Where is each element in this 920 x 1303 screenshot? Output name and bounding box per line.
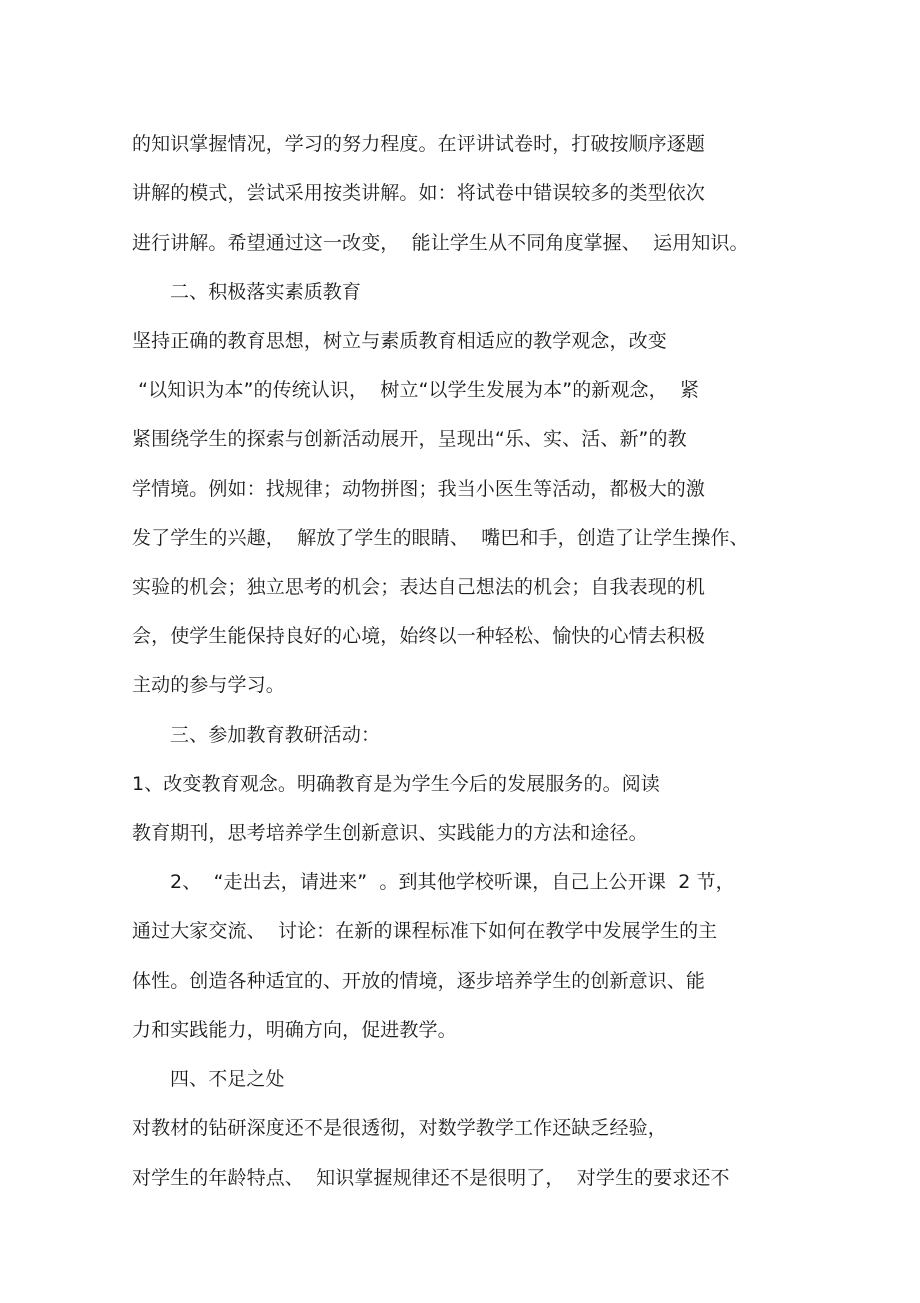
paragraph-line: 教育期刊，思考培养学生创新意识、实践能力的方法和途径。 — [132, 822, 648, 844]
section-heading: 二、积极落实素质教育 — [170, 281, 362, 303]
paragraph-line: 会，使学生能保持良好的心境，始终以一种轻松、愉快的心情去积极 — [132, 625, 706, 647]
paragraph-line: 发了学生的兴趣， 解放了学生的眼睛、 嘴巴和手，创造了让学生操作、 — [132, 527, 749, 549]
paragraph-line: 讲解的模式，尝试采用按类讲解。如：将试卷中错误较多的类型依次 — [132, 182, 706, 204]
paragraph-line: 对教材的钻研深度还不是很透彻，对数学教学工作还缺乏经验， — [132, 1117, 667, 1139]
paragraph-line: 主动的参与学习。 — [132, 674, 285, 696]
paragraph-line: 体性。创造各种适宜的、开放的情境，逐步培养学生的创新意识、能 — [132, 970, 706, 992]
paragraph-line: 通过大家交流、 讨论：在新的课程标准下如何在教学中发展学生的主 — [132, 920, 718, 942]
paragraph-line: 对学生的年龄特点、 知识掌握规律还不是很明了， 对学生的要求还不 — [132, 1167, 730, 1189]
paragraph-line: 2、 “走出去，请进来” 。到其他学校听课，自己上公开课 2 节， — [170, 871, 735, 893]
paragraph-line: 学情境。例如：找规律；动物拼图；我当小医生等活动，都极大的激 — [132, 478, 706, 500]
section-heading: 三、参加教育教研活动： — [170, 724, 381, 746]
paragraph-line: “以知识为本”的传统认识， 树立“以学生发展为本”的新观念， 紧 — [132, 379, 700, 401]
paragraph-line: 坚持正确的教育思想，树立与素质教育相适应的教学观念，改变 — [132, 330, 667, 352]
paragraph-line: 力和实践能力，明确方向，促进教学。 — [132, 1019, 457, 1041]
paragraph-line: 1、改变教育观念。明确教育是为学生今后的发展服务的。阅读 — [132, 773, 660, 795]
paragraph-line: 实验的机会；独立思考的机会；表达自己想法的机会；自我表现的机 — [132, 576, 706, 598]
paragraph-line: 进行讲解。希望通过这一改变， 能让学生从不同角度掌握、 运用知识。 — [132, 232, 749, 254]
section-heading: 四、不足之处 — [170, 1068, 285, 1090]
paragraph-line: 紧围绕学生的探索与创新活动展开，呈现出“乐、实、活、新”的教 — [132, 428, 687, 450]
paragraph-line: 的知识掌握情况，学习的努力程度。在评讲试卷时，打破按顺序逐题 — [132, 133, 706, 155]
